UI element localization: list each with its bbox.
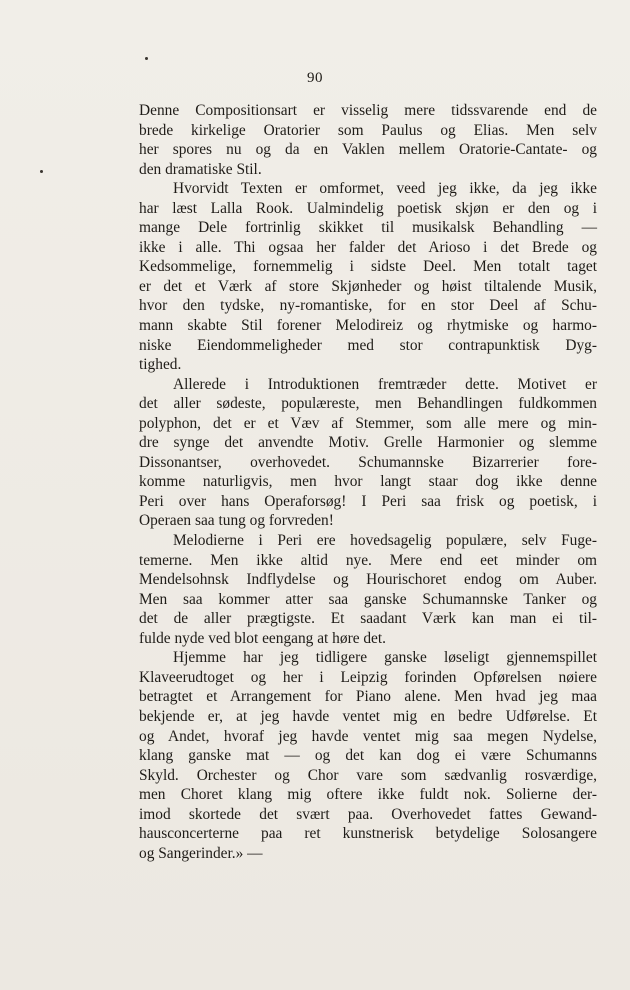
text-line: Hvorvidt Texten er omformet, veed jeg ikke, da jeg ikke	[173, 180, 597, 198]
text-line: hvor den tydske, ny-romantiske, for en stor Deel af Schu-	[139, 297, 597, 315]
paragraph	[139, 101, 597, 179]
text-line: Dissonantser, overhovedet. Schumannske Bizarrerier fore-	[139, 453, 597, 471]
page-number: 90	[307, 70, 323, 86]
text-line: tighed.	[139, 356, 182, 374]
text-line: Operaen saa tung og forvreden!	[139, 512, 334, 530]
text-line: Hjemme har jeg tidligere ganske løseligt gjennemspillet	[173, 649, 597, 667]
text-line: og Andet, hvoraf jeg havde ventet mig saa megen Nydelse,	[139, 727, 597, 745]
text-line: mange Dele fortrinlig skikket til musikalsk Behandling —	[139, 219, 597, 237]
paragraph	[139, 375, 597, 531]
text-line: Klaveerudtoget og her i Leipzig forinden Opførelsen nøiere	[139, 668, 597, 686]
paragraph	[139, 531, 597, 648]
text-line: ikke i alle. Thi ogsaa her falder det Arioso i det Brede og	[139, 238, 597, 256]
text-line: har læst Lalla Rook. Ualmindelig poetisk skjøn er den og i	[139, 199, 597, 217]
text-line: komme naturligvis, men hvor langt staar dog ikke denne	[139, 473, 597, 491]
text-line: Peri over hans Operaforsøg! I Peri saa frisk og poetisk, i	[139, 492, 597, 510]
text-line: imod skortede det svært paa. Overhovedet fattes Gewand-	[139, 805, 597, 823]
text-line: klang ganske mat — og det kan dog ei være Schumanns	[139, 747, 597, 765]
text-line: betragtet et Arrangement for Piano alene. Men hvad jeg maa	[139, 688, 597, 706]
text-line: og Sangerinder.» —	[139, 844, 263, 862]
text-line: her spores nu og da en Vaklen mellem Oratorie-Cantate- og	[139, 141, 597, 159]
text-line: niske Eiendommeligheder med stor contrapunktisk Dyg-	[139, 336, 597, 354]
ink-speck	[145, 57, 148, 60]
text-line: men Choret klang mig oftere ikke fuldt nok. Solierne der-	[139, 786, 597, 804]
text-line: bekjende er, at jeg havde ventet mig en bedre Udførelse. Et	[139, 707, 597, 725]
text-line: temerne. Men ikke altid nye. Mere end eet minder om	[139, 551, 597, 569]
text-line: Denne Compositionsart er visselig mere tidssvarende end de	[139, 102, 597, 119]
text-line: er det et Værk af store Skjønheder og høist tiltalende Musik,	[139, 277, 597, 295]
text-line: Men saa kommer atter saa ganske Schumannske Tanker og	[139, 590, 597, 608]
text-line: det aller sødeste, populæreste, men Behandlingen fuldkommen	[139, 395, 597, 413]
paragraph	[139, 179, 597, 374]
text-line: Allerede i Introduktionen fremtræder dette. Motivet er	[173, 375, 597, 393]
text-line: brede kirkelige Oratorier som Paulus og Elias. Men selv	[139, 121, 597, 139]
body-text	[139, 101, 597, 863]
text-line: mann skabte Stil forener Melodireiz og rhytmiske og harmo-	[139, 317, 597, 335]
ink-speck	[40, 170, 43, 173]
paragraph	[139, 648, 597, 863]
text-line: Kedsommelige, fornemmelig i sidste Deel. Men totalt taget	[139, 258, 597, 276]
text-line: Skyld. Orchester og Chor vare som sædvanlig rosværdige,	[139, 766, 597, 784]
text-line: fulde nyde ved blot eengang at høre det.	[139, 629, 387, 647]
text-line: Mendelsohnsk Indflydelse og Hourischoret endog om Auber.	[139, 571, 597, 589]
text-line: Melodierne i Peri ere hovedsagelig populære, selv Fuge-	[173, 532, 597, 550]
text-line: den dramatiske Stil.	[139, 160, 262, 178]
text-line: polyphon, det er et Væv af Stemmer, som alle mere og min-	[139, 414, 597, 432]
text-line: dre synge det anvendte Motiv. Grelle Harmonier og slemme	[139, 434, 597, 452]
text-line: hausconcerterne paa ret kunstnerisk betydelige Solosangere	[139, 825, 597, 843]
text-line: det de aller prægtigste. Et saadant Værk kan man ei til-	[139, 610, 597, 628]
